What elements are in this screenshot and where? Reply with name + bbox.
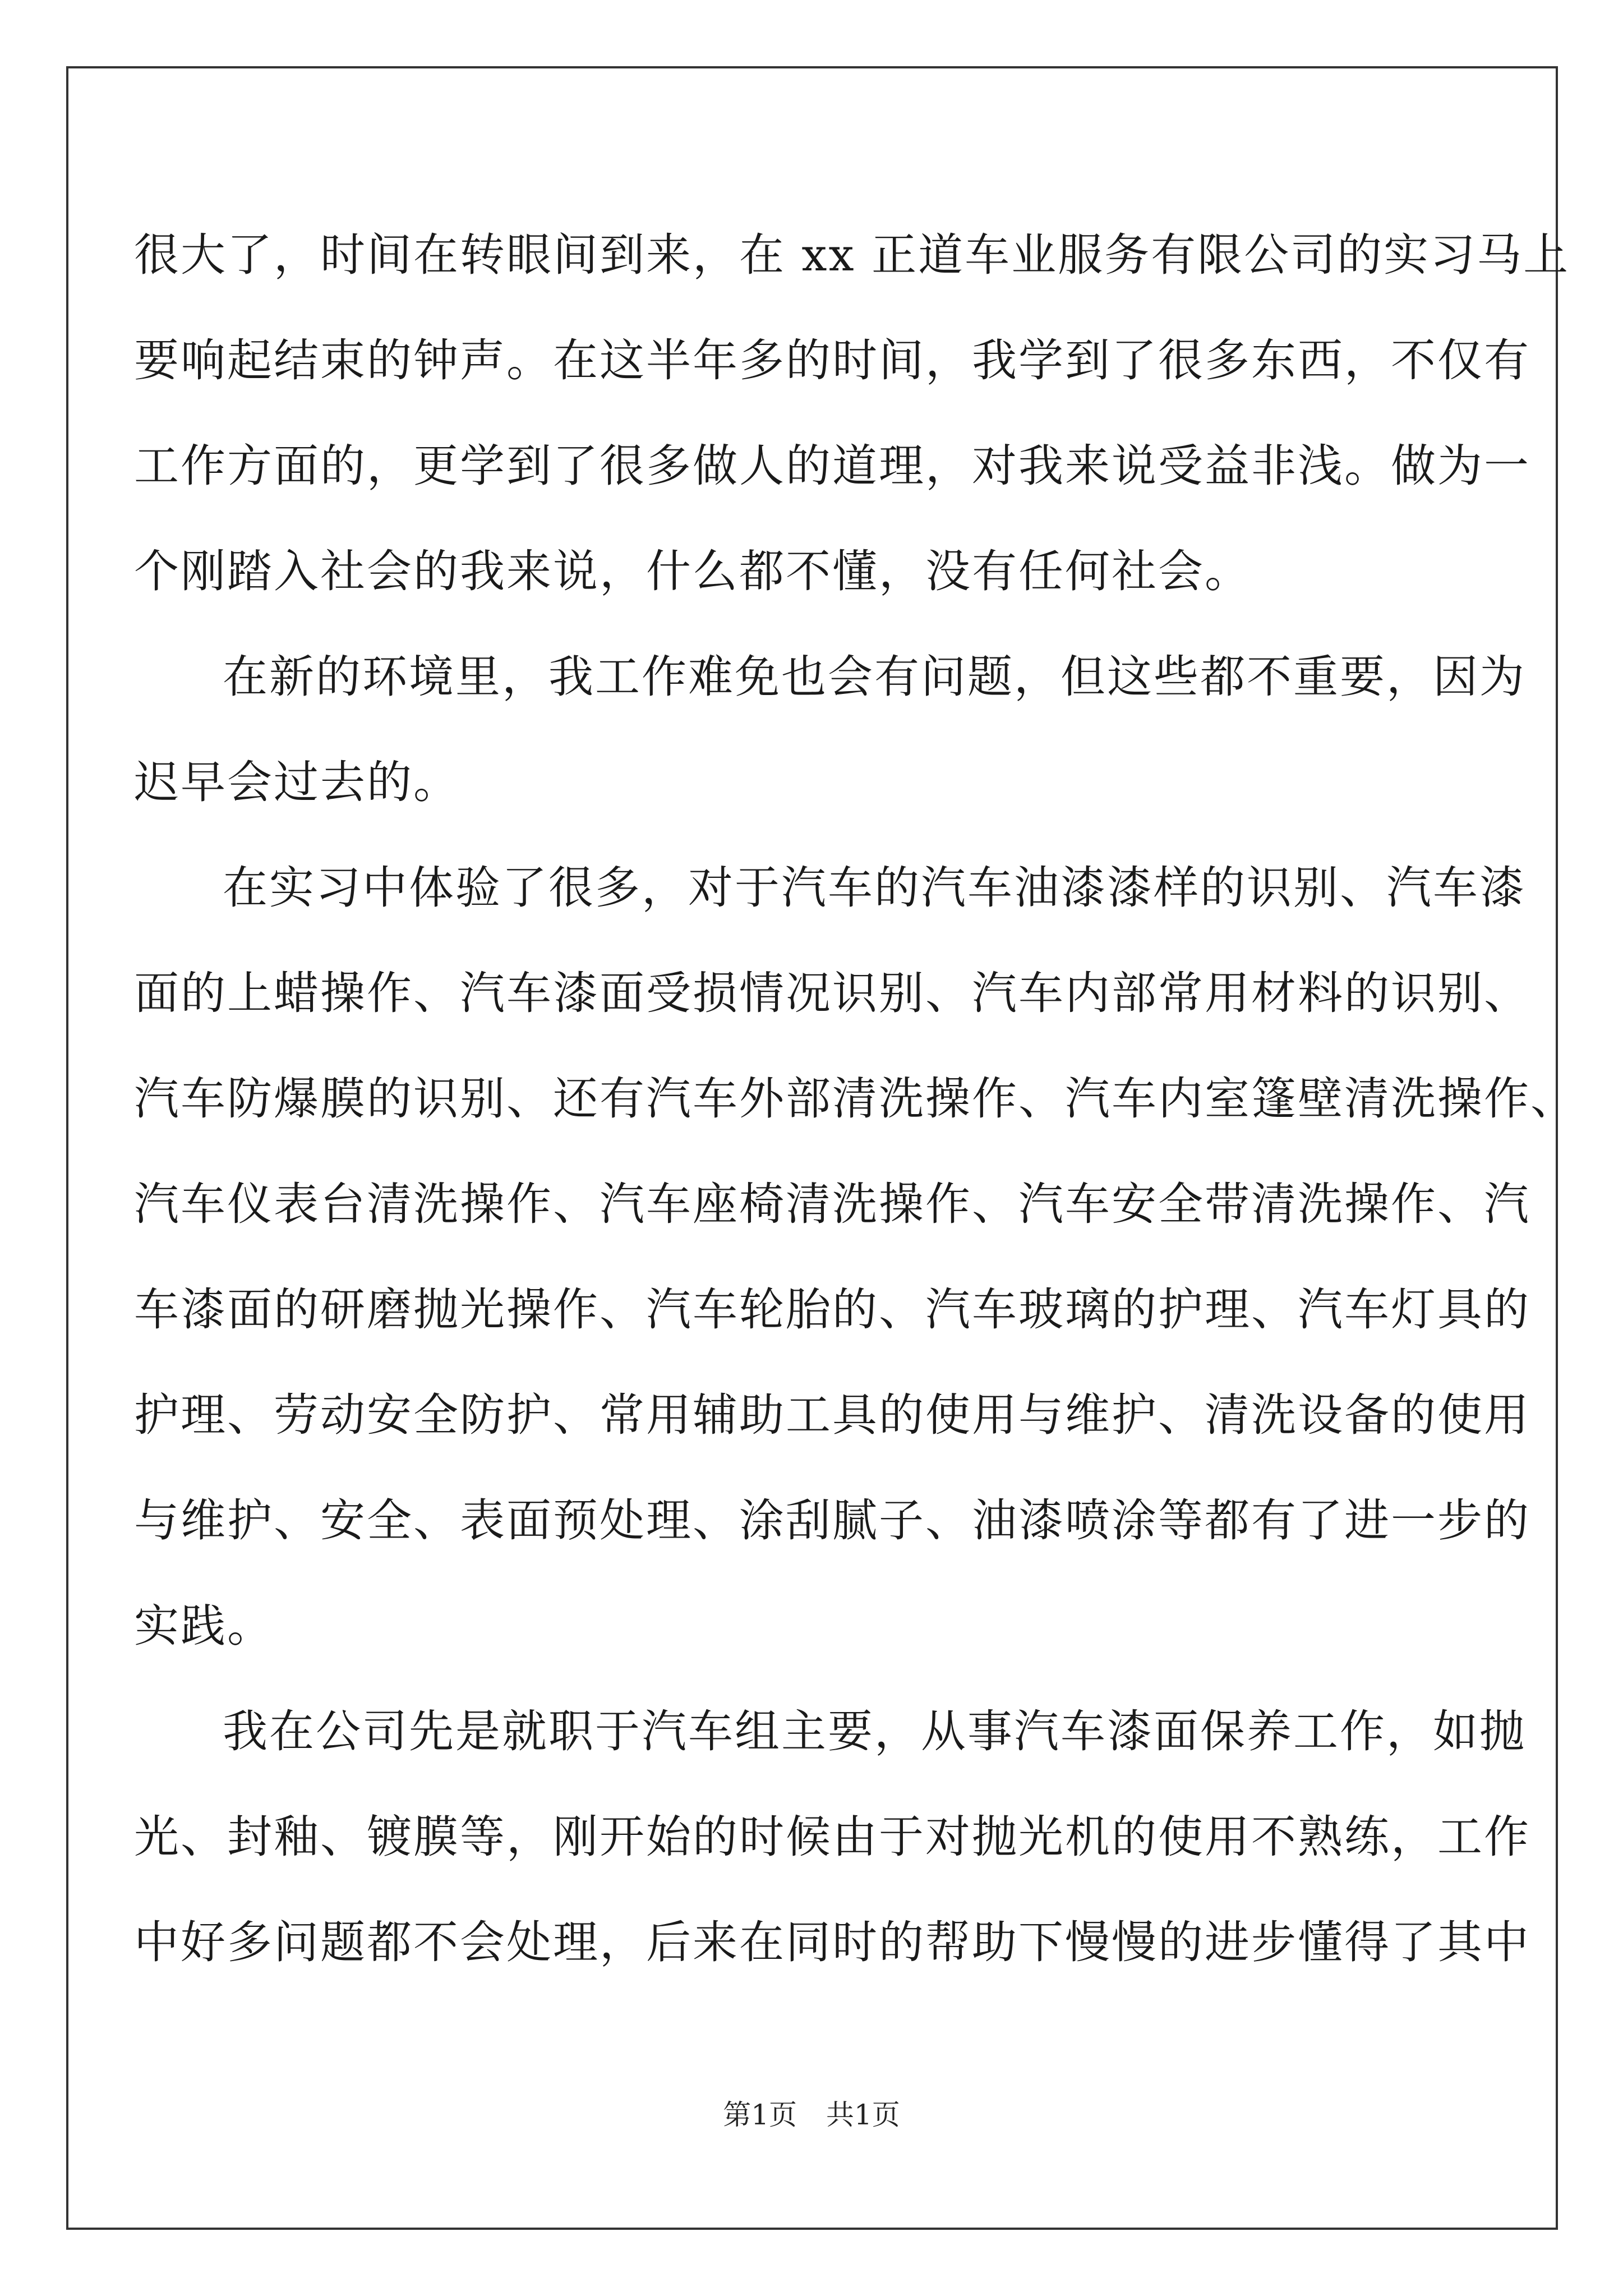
text-line: 护理、劳动安全防护、常用辅助工具的使用与维护、清洗设备的使用 xyxy=(134,1389,1530,1441)
text-line: 在新的环境里，我工作难免也会有问题，但这些都不重要，因为 xyxy=(223,651,1526,703)
page-footer xyxy=(0,2098,1623,2132)
text-line: 中好多问题都不会处理，后来在同时的帮助下慢慢的进步懂得了其中 xyxy=(134,1916,1530,1968)
text-line: 个刚踏入社会的我来说，什么都不懂，没有任何社会。 xyxy=(134,545,1251,597)
text-line: 在实习中体验了很多，对于汽车的汽车油漆漆样的识别、汽车漆 xyxy=(223,862,1526,914)
page-total: 共1页 xyxy=(826,2099,900,2131)
text-line: 车漆面的研磨抛光操作、汽车轮胎的、汽车玻璃的护理、汽车灯具的 xyxy=(134,1283,1530,1336)
page-number: 第1页 xyxy=(723,2099,797,2131)
text-line: 面的上蜡操作、汽车漆面受损情况识别、汽车内部常用材料的识别、 xyxy=(134,967,1530,1019)
text-line: 要响起结束的钟声。在这半年多的时间，我学到了很多东西，不仅有 xyxy=(134,334,1530,386)
text-line: 与维护、安全、表面预处理、涂刮腻子、油漆喷涂等都有了进一步的 xyxy=(134,1494,1530,1547)
text-line: 汽车仪表台清洗操作、汽车座椅清洗操作、汽车安全带清洗操作、汽 xyxy=(134,1178,1530,1230)
text-line: 工作方面的，更学到了很多做人的道理，对我来说受益非浅。做为一 xyxy=(134,440,1530,492)
text-line: 光、封釉、镀膜等，刚开始的时候由于对抛光机的使用不熟练，工作 xyxy=(134,1811,1530,1863)
text-line: 实践。 xyxy=(134,1600,274,1652)
text-line: 很大了，时间在转眼间到来，在 xx 正道车业服务有限公司的实习马上 xyxy=(134,229,1570,281)
document-body xyxy=(134,222,1577,2014)
text-line: 迟早会过去的。 xyxy=(134,756,460,808)
text-line: 汽车防爆膜的识别、还有汽车外部清洗操作、汽车内室篷壁清洗操作、 xyxy=(134,1073,1577,1125)
text-line: 我在公司先是就职于汽车组主要，从事汽车漆面保养工作，如抛 xyxy=(223,1705,1526,1757)
